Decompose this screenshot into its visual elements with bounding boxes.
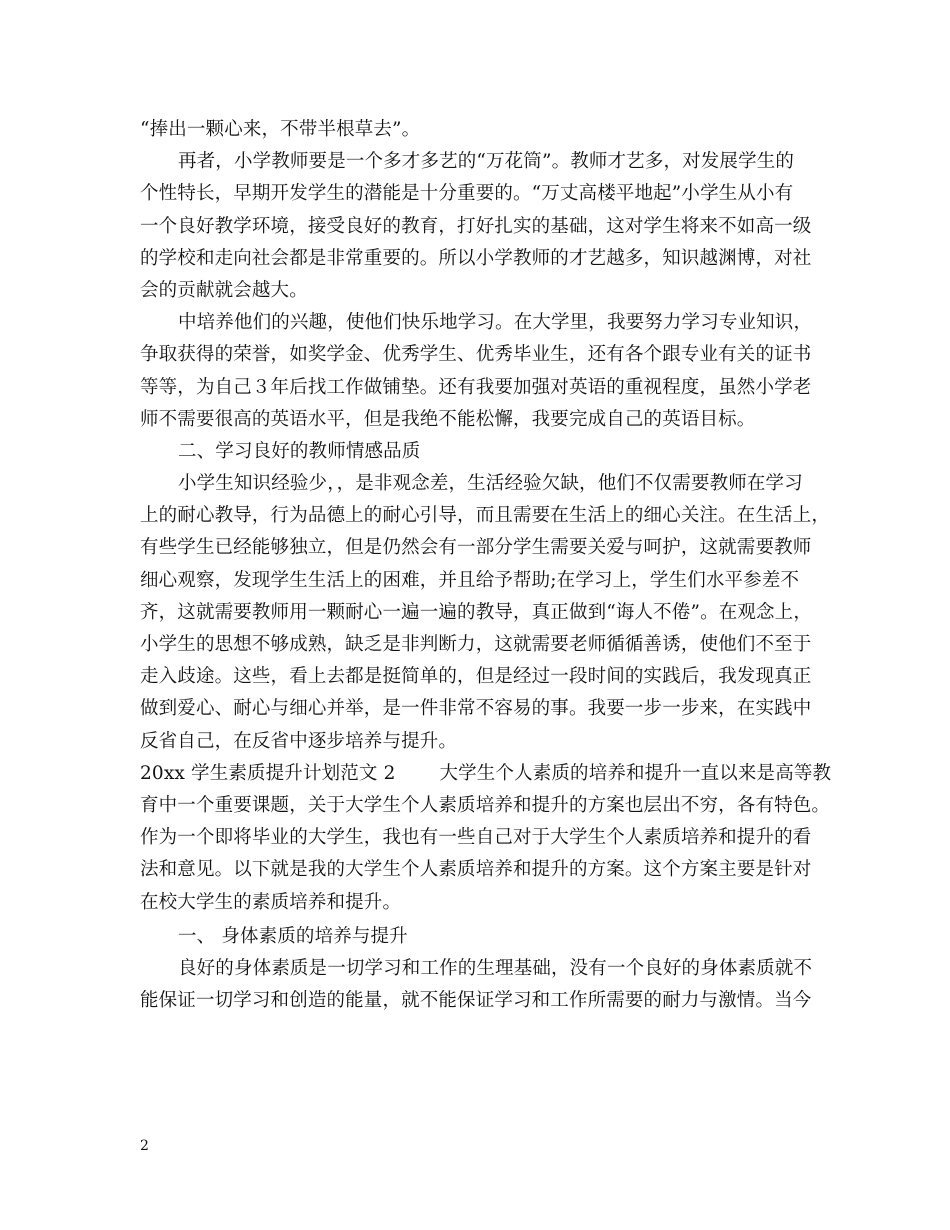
text-line: 在校大学生的素质培养和提升。 [140, 891, 402, 913]
text-line: 做到爱心、耐心与细心并举，是一件非常不容易的事。我要一步一步来，在实践中 [140, 698, 812, 720]
section-title-line [140, 758, 832, 790]
text-line: 一个良好教学环境，接受良好的教育，打好扎实的基础，这对学生将来不如高一级 [140, 215, 812, 237]
document-body [140, 114, 832, 1017]
text-line: 细心观察，发现学生生活上的困难，并且给予帮助;在学习上，学生们水平参差不 [140, 569, 800, 591]
paragraph-first-line: 小学生知识经验少，，是非观念差，生活经验欠缺，他们不仅需要教师在学习 [178, 473, 803, 495]
section-heading: 一、 身体素质的培养与提升 [178, 925, 408, 947]
text-line: 师不需要很高的英语水平，但是我绝不能松懈，我要完成自己的英语目标。 [140, 408, 756, 430]
text-line: 的学校和走向社会都是非常重要的。所以小学教师的才艺越多，知识越渊博，对社 [140, 247, 812, 269]
text-line: 个性特长，早期开发学生的潜能是十分重要的。“万丈高楼平地起”小学生从小有 [140, 183, 794, 205]
text-line: 作为一个即将毕业的大学生，我也有一些自己对于大学生个人素质培养和提升的看 [140, 827, 812, 849]
text-line: 法和意见。以下就是我的大学生个人素质培养和提升的方案。这个方案主要是针对 [140, 859, 812, 881]
text-line: 争取获得的荣誉，如奖学金、优秀学生、优秀毕业生，还有各个跟专业有关的证书 [140, 344, 812, 366]
text-line: 能保证一切学习和创造的能量，就不能保证学习和工作所需要的耐力与激情。当今 [140, 990, 812, 1012]
text-line: 反省自己，在反省中逐步培养与提升。 [140, 730, 458, 752]
paragraph-first-line: 中培养他们的兴趣，使他们快乐地学习。在大学里，我要努力学习专业知识， [178, 312, 813, 334]
section-heading: 二、学习良好的教师情感品质 [178, 440, 421, 462]
text-line: 上的耐心教导，行为品德上的耐心引导，而且需要在生活上的细心关注。在生活上， [140, 505, 831, 527]
text-line: 等等，为自己３年后找工作做铺垫。还有我要加强对英语的重视程度，虽然小学老 [140, 376, 812, 398]
text-line: 齐，这就需要教师用一颗耐心一遍一遍的教导，真正做到“诲人不倦”。在观念上， [140, 601, 812, 623]
text-line: 走入歧途。这些，看上去都是挺简单的，但是经过一段时间的实践后，我发现真正 [140, 666, 812, 688]
text-line: 小学生的思想不够成熟，缺乏是非判断力，这就需要老师循循善诱，使他们不至于 [140, 634, 812, 655]
text-line: “捧出一颗心来，不带半根草去”。 [140, 119, 421, 140]
paragraph-first-line: 再者，小学教师要是一个多才多艺的“万花筒”。教师才艺多，对发展学生的 [178, 151, 795, 173]
page-number: 2 [140, 1138, 149, 1154]
section-intro-text: 大学生个人素质的培养和提升一直以来是高等教 [439, 762, 832, 784]
text-line: 有些学生已经能够独立，但是仍然会有一部分学生需要关爱与呵护，这就需要教师 [140, 537, 812, 559]
paragraph-first-line: 良好的身体素质是一切学习和工作的生理基础，没有一个良好的身体素质就不 [178, 957, 813, 979]
section-title: 20xx 学生素质提升计划范文 2 [140, 762, 396, 784]
text-line: 育中一个重要课题，关于大学生个人素质培养和提升的方案也层出不穷，各有特色。 [140, 794, 831, 816]
text-line: 会的贡献就会越大。 [140, 279, 308, 301]
